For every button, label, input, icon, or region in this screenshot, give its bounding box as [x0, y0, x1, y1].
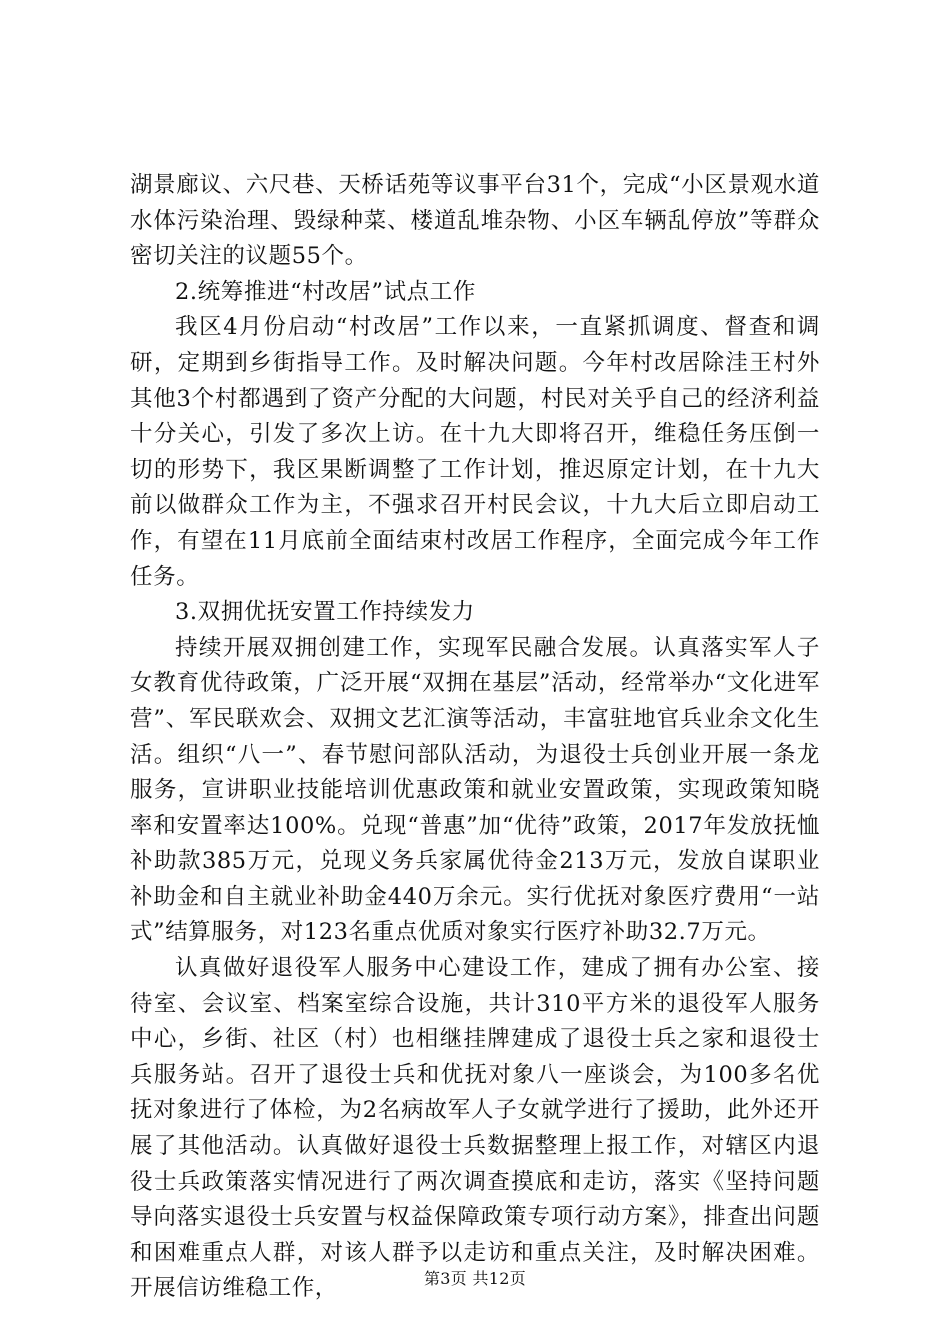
- paragraph-military-support: 持续开展双拥创建工作，实现军民融合发展。认真落实军人子女教育优待政策，广泛开展“双拥在基层”活动，经常举办“文化进军营”、军民联欢会、双拥文艺汇演等活动，丰富驻地官兵业余文化生活。组织“八一”、春节慰问部队活动，为退役士兵创业开展一条龙服务，宣讲职业技能培训优惠政策和就业安置政策，实现政策知晓率和安置率达100%。兑现“普惠”加“优待”政策，2017年发放抚恤补助款385万元，兑现义务兵家属优待金213万元，发放自谋职业补助金和自主就业补助金440万余元。实行优抚对象医疗费用“一站式”结算服务，对123名重点优质对象实行医疗补助32.7万元。: [130, 634, 820, 946]
- paragraph-continuation: 湖景廊议、六尺巷、天桥话苑等议事平台31个，完成“小区景观水道水体污染治理、毁绿种菜、楼道乱堆杂物、小区车辆乱停放”等群众密切关注的议题55个。: [130, 172, 820, 270]
- page-footer: 第3页 共12页: [423, 1269, 527, 1288]
- paragraph-village-to-residence: 我区4月份启动“村改居”工作以来，一直紧抓调度、督查和调研，定期到乡街指导工作。及时解决问题。今年村改居除洼王村外其他3个村都遇到了资产分配的大问题，村民对关乎自己的经济利益十分关心，引发了多次上访。在十九大即将召开，维稳任务压倒一切的形势下，我区果断调整了工作计划，推迟原定计划，在十九大前以做群众工作为主，不强求召开村民会议，十九大后立即启动工作，有望在11月底前全面结束村改居工作程序，全面完成今年工作任务。: [130, 314, 820, 590]
- section-heading-military-support: 3.双拥优抚安置工作持续发力: [175, 599, 475, 626]
- paragraph-veteran-service-center: 认真做好退役军人服务中心建设工作，建成了拥有办公室、接待室、会议室、档案室综合设施，共计310平方米的退役军人服务中心，乡街、社区（村）也相继挂牌建成了退役士兵之家和退役士兵服务站。召开了退役士兵和优抚对象八一座谈会，为100多名优抚对象进行了体检，为2名病故军人子女就学进行了援助，此外还开展了其他活动。认真做好退役士兵数据整理上报工作，对辖区内退役士兵政策落实情况进行了两次调查摸底和走访，落实《坚持问题导向落实退役士兵安置与权益保障政策专项行动方案》，排查出问题和困难重点人群，对该人群予以走访和重点关注，及时解决困难。开展信访维稳工作，: [130, 955, 820, 1302]
- document-body: [130, 168, 820, 1307]
- section-heading-village-to-residence: 2.统筹推进“村改居”试点工作: [175, 278, 476, 305]
